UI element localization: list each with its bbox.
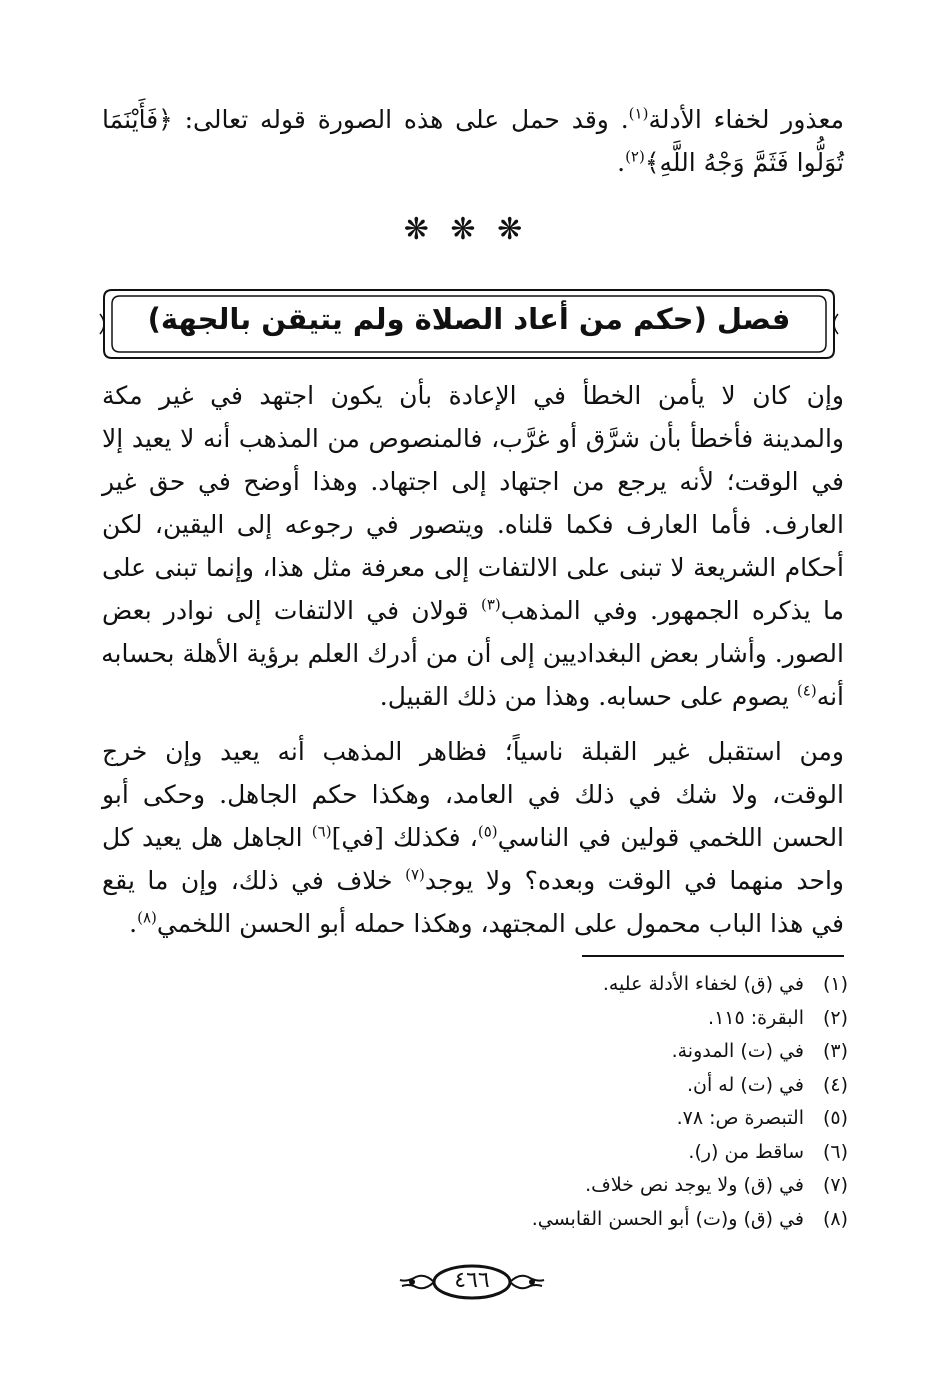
continuation-paragraph: [102, 98, 844, 184]
footnotes-list: [348, 968, 848, 1236]
text-line: ما يذكره الجمهور. وفي المذهب$^{(٣)}$ قولان في الالتفات إلى نوادر بعض: [102, 595, 845, 625]
footnote-divider: [582, 955, 844, 957]
footnote-item: [348, 1002, 848, 1036]
footnote-number: (٦): [822, 1140, 848, 1163]
text-line: الحسن اللخمي قولين في الناسي$^{(٥)}$، فكذلك [في]$^{(٦)}$ الجاهل هل يعيد كل: [102, 822, 845, 852]
text-line: تُوَلُّوا فَثَمَّ وَجْهُ اللَّهِ﴾$^{(٢)}$.: [617, 147, 844, 177]
footnote-number: (٨): [822, 1207, 848, 1230]
footnote-number: (٥): [822, 1107, 848, 1129]
footnote-text: في (ق) لخفاء الأدلة عليه.: [602, 973, 804, 995]
section-heading: فصل (حكم من أعاد الصلاة ولم يتيقن بالجهة): [147, 302, 791, 336]
footnote-ref[interactable]: (٧): [405, 865, 425, 884]
page-number-ornament: [396, 1262, 548, 1302]
text-line: العارف. فأما العارف فكما قلناه. ويتصور في رجوعه إلى اليقين، لكن: [102, 510, 844, 539]
footnote-number: (٣): [822, 1040, 848, 1062]
footnote-text: البقرة: ١١٥.: [708, 1006, 804, 1029]
footnote-text: في (ت) له أن.: [687, 1073, 804, 1096]
footnote-ref[interactable]: (١): [628, 104, 649, 123]
text-line: أحكام الشريعة لا تبنى على الالتفات إلى معرفة مثل هذا، وإنما تبنى على: [102, 553, 844, 582]
text-line: في هذا الباب محمول على المجتهد، وهكذا حمله أبو الحسن اللخمي$^{(٨)}$.: [129, 908, 844, 938]
footnote-ref[interactable]: (٨): [137, 908, 157, 927]
text-line: في الوقت؛ لأنه يرجع من اجتهاد إلى اجتهاد. وهذا أوضح في حق غير: [102, 467, 844, 496]
footnote-text: ساقط من (ر).: [688, 1140, 804, 1163]
footnote-text: في (ت) المدونة.: [671, 1040, 804, 1062]
footnote-number: (٢): [822, 1006, 848, 1029]
footnote-number: (١): [822, 973, 848, 995]
footnote-item: [348, 1069, 848, 1103]
body-paragraph-1: [102, 374, 844, 718]
footnote-item: [348, 1203, 848, 1237]
footnote-ref[interactable]: (٣): [481, 595, 501, 614]
page-number: ٤٦٦: [454, 1268, 490, 1293]
section-heading-frame: [98, 284, 840, 364]
text-line: وإن كان لا يأمن الخطأ في الإعادة بأن يكون اجتهد في غير مكة: [102, 381, 844, 410]
footnote-item: [348, 1169, 848, 1203]
text-line: أنه$^{(٤)}$ يصوم على حسابه. وهذا من ذلك القبيل.: [379, 681, 844, 711]
footnote-item: [348, 968, 848, 1002]
text-line: الصور. وأشار بعض البغداديين إلى أن من أدرك العلم برؤية الأهلة بحسابه: [101, 639, 844, 668]
footnote-ref[interactable]: (٦): [311, 822, 332, 841]
footnote-item: [348, 1136, 848, 1170]
text-line: معذور لخفاء الأدلة$^{(١)}$. وقد حمل على هذه الصورة قوله تعالى: ﴿فَأَيْنَمَا: [102, 104, 844, 134]
footnote-number: (٤): [822, 1073, 848, 1096]
footnote-text: في (ق) و(ت) أبو الحسن القابسي.: [531, 1207, 804, 1230]
footnote-ref[interactable]: (٥): [477, 822, 498, 841]
footnote-item: [348, 1035, 848, 1069]
footnote-ref[interactable]: (٢): [625, 147, 645, 166]
footnote-text: التبصرة ص: ٧٨.: [676, 1107, 804, 1129]
footnote-item: [348, 1102, 848, 1136]
footnote-number: (٧): [822, 1174, 848, 1196]
section-separator: ❋ ❋ ❋: [403, 212, 529, 247]
text-line: والمدينة فأخطأ بأن شرَّق أو غرَّب، فالمنصوص من المذهب أنه لا يعيد إلا: [102, 424, 844, 453]
text-line: ومن استقبل غير القبلة ناسياً؛ فظاهر المذهب أنه يعيد وإن خرج: [102, 737, 844, 766]
text-line: واحد منهما في الوقت وبعده؟ ولا يوجد$^{(٧)}$ خلاف في ذلك، وإن ما يقع: [102, 865, 844, 895]
text-line: الوقت، ولا شك في ذلك في العامد، وهكذا حكم الجاهل. وحكى أبو: [102, 780, 844, 809]
footnote-ref[interactable]: (٤): [796, 681, 817, 700]
footnote-text: في (ق) ولا يوجد نص خلاف.: [585, 1174, 804, 1196]
body-paragraph-2: [102, 730, 844, 945]
